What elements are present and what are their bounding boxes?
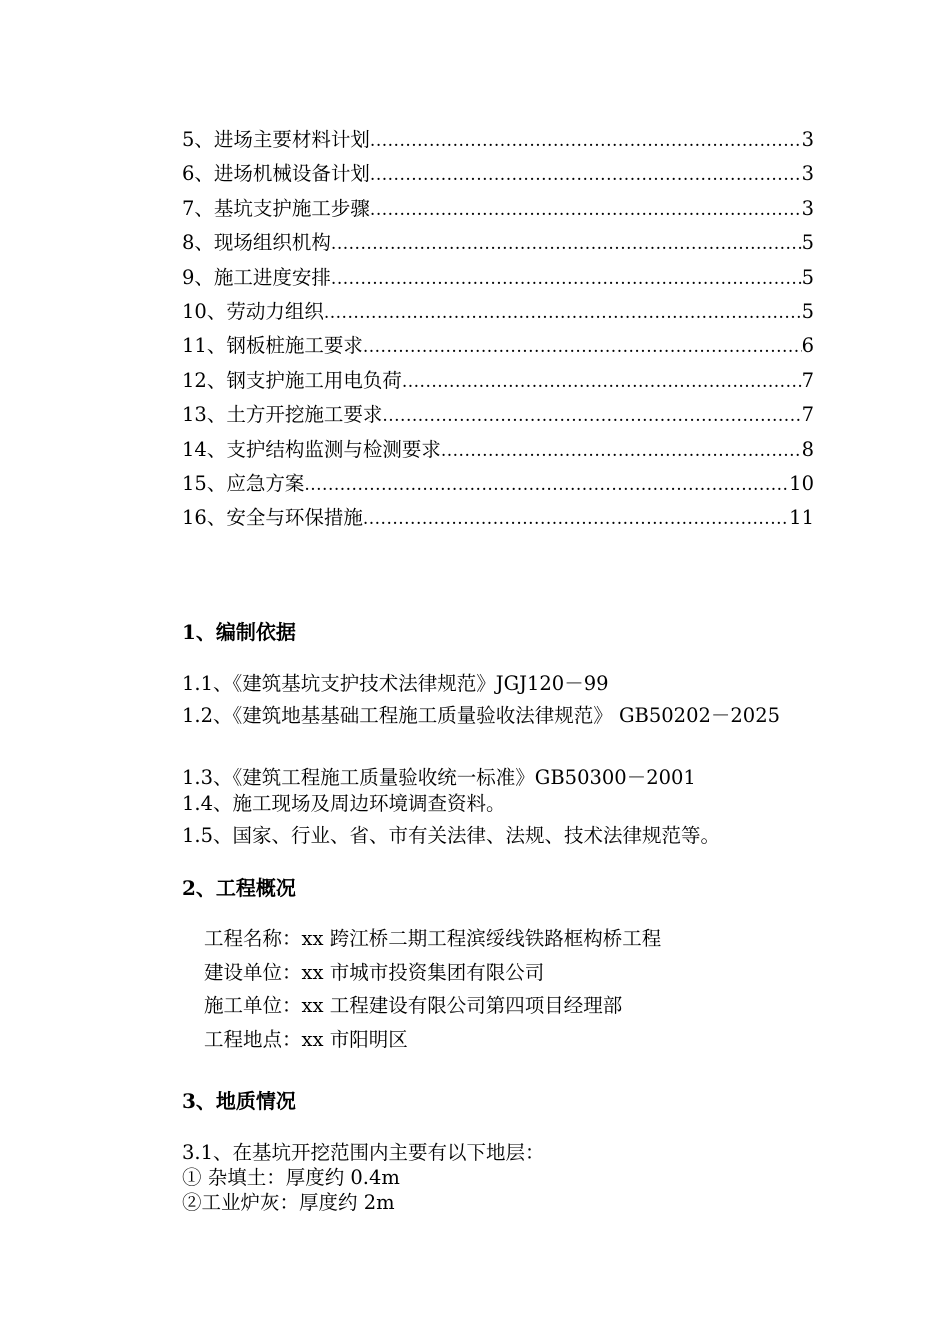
table-of-contents <box>182 123 814 536</box>
toc-entry-title: 14、支护结构监测与检测要求 <box>182 437 441 461</box>
toc-entry[interactable] <box>182 261 814 295</box>
toc-entry[interactable] <box>182 467 814 501</box>
toc-leader <box>363 330 802 364</box>
paragraph: ① 杂填土：厚度约 0.4m <box>182 1166 400 1189</box>
toc-entry-page: 8 <box>801 437 814 461</box>
toc-entry-title: 6、进场机械设备计划 <box>182 162 370 186</box>
toc-entry-page: 3 <box>801 162 814 186</box>
toc-entry-page: 6 <box>801 334 814 358</box>
toc-entry-title: 8、现场组织机构 <box>182 231 331 255</box>
toc-entry[interactable] <box>182 398 814 432</box>
toc-entry-page: 11 <box>789 506 814 530</box>
toc-entry-page: 7 <box>801 368 814 392</box>
toc-entry-title: 9、施工进度安排 <box>182 265 331 289</box>
paragraph: 工程地点：xx 市阳明区 <box>204 1028 408 1051</box>
toc-leader <box>363 502 789 536</box>
toc-entry[interactable] <box>182 329 814 363</box>
toc-leader <box>370 158 802 192</box>
toc-leader <box>304 468 789 502</box>
toc-entry[interactable] <box>182 226 814 260</box>
toc-entry-page: 10 <box>789 471 814 495</box>
toc-entry[interactable] <box>182 192 814 226</box>
toc-entry-page: 3 <box>801 196 814 220</box>
section-heading: 3、地质情况 <box>182 1089 296 1113</box>
toc-entry[interactable] <box>182 157 814 191</box>
toc-entry-page: 5 <box>801 265 814 289</box>
toc-entry[interactable] <box>182 364 814 398</box>
toc-entry-title: 13、土方开挖施工要求 <box>182 403 383 427</box>
toc-entry-title: 7、基坑支护施工步骤 <box>182 196 370 220</box>
toc-leader <box>370 193 802 227</box>
paragraph: 3.1、在基坑开挖范围内主要有以下地层： <box>182 1141 545 1164</box>
paragraph: 1.5、国家、行业、省、市有关法律、法规、技术法律规范等。 <box>182 824 721 847</box>
toc-entry-title: 16、安全与环保措施 <box>182 506 363 530</box>
section-heading: 1、编制依据 <box>182 620 296 644</box>
paragraph: 1.1、《建筑基坑支护技术法律规范》JGJ120－99 <box>182 672 609 695</box>
toc-leader <box>441 434 802 468</box>
paragraph: 建设单位：xx 市城市投资集团有限公司 <box>204 961 545 984</box>
toc-entry-title: 15、应急方案 <box>182 471 305 495</box>
paragraph: 1.2、《建筑地基基础工程施工质量验收法律规范》 GB50202－2025 <box>182 704 781 727</box>
toc-leader <box>324 296 802 330</box>
toc-entry-title: 10、劳动力组织 <box>182 299 324 323</box>
paragraph: 工程名称：xx 跨江桥二期工程滨绥线铁路框构桥工程 <box>204 927 662 950</box>
toc-entry[interactable] <box>182 433 814 467</box>
toc-leader <box>402 365 802 399</box>
paragraph: ②工业炉灰：厚度约 2m <box>182 1191 395 1214</box>
toc-entry-page: 3 <box>801 128 814 151</box>
paragraph: 1.3、《建筑工程施工质量验收统一标准》GB50300－2001 <box>182 766 696 789</box>
toc-entry-title: 12、钢支护施工用电负荷 <box>182 368 402 392</box>
toc-leader <box>370 124 802 158</box>
toc-entry-page: 7 <box>801 403 814 427</box>
paragraph: 施工单位：xx 工程建设有限公司第四项目经理部 <box>204 994 623 1017</box>
toc-leader <box>331 262 802 296</box>
toc-leader <box>382 399 801 433</box>
toc-entry-title: 11、钢板桩施工要求 <box>182 334 363 358</box>
paragraph: 1.4、施工现场及周边环境调查资料。 <box>182 792 506 815</box>
toc-entry[interactable] <box>182 123 814 157</box>
toc-entry-page: 5 <box>801 299 814 323</box>
toc-leader <box>331 227 802 261</box>
toc-entry-page: 5 <box>801 231 814 255</box>
toc-entry-title: 5、进场主要材料计划 <box>182 128 370 151</box>
toc-entry[interactable] <box>182 295 814 329</box>
toc-entry[interactable] <box>182 501 814 535</box>
section-heading: 2、工程概况 <box>182 876 296 900</box>
